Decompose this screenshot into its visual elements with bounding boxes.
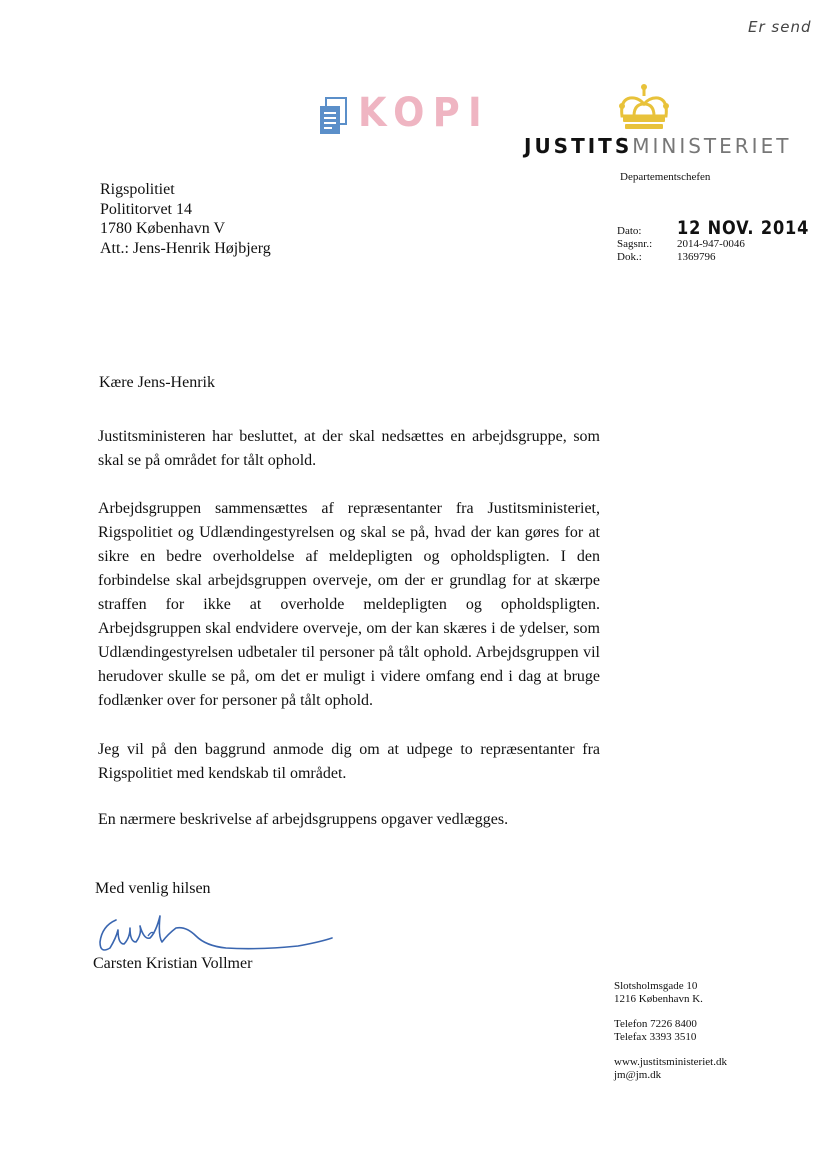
paragraph-2: Arbejdsgruppen sammensættes af repræsentanter fra Justitsministeriet, Rigspolitiet og Udlændingestyrelsen og skal se på, hvad der kan gøres for at sikre en bedre overholdelse af meldepligten og opholdspligten. I den forbindelse skal arbejdsgruppen overveje, om der er grundlag for at skærpe straffen for ikke at overholde meldepligten og opholdspligten. Arbejdsgruppen skal endvidere overveje, om der kan skæres i de ydelser, som Udlændingestyrelsen udbetaler til personer på tålt ophold. Arbejdsgruppen vil herudover skulle se på, om det er muligt i videre omfang end i dag at bruge fodlænker over for personer på tålt ophold. [98, 500, 600, 709]
ministry-name [524, 134, 791, 158]
copy-document-icon [316, 96, 350, 138]
sender-email: jm@jm.dk [614, 1069, 662, 1081]
sender-street: Slotsholmsgade 10 [614, 980, 698, 992]
document-number-label: Dok.: [617, 251, 642, 263]
sender-address [614, 980, 727, 1082]
copy-stamp: KOPI [358, 90, 490, 136]
letter-meta [617, 218, 828, 264]
sender-fax: Telefax 3393 3510 [614, 1031, 697, 1043]
sender-website: www.justitsministeriet.dk [614, 1056, 727, 1068]
crown-icon [616, 82, 672, 132]
case-number-label: Sagsnr.: [617, 238, 653, 250]
date-stamp: 12 NOV. 2014 [677, 217, 810, 239]
recipient-name: Rigspolitiet [100, 181, 175, 198]
department-label: Departementschefen [620, 171, 711, 183]
case-number: 2014-947-0046 [677, 238, 745, 250]
recipient-city: 1780 København V [100, 220, 226, 237]
ministry-name-light: MINISTERIET [632, 134, 792, 158]
closing: Med venlig hilsen [95, 880, 211, 897]
paragraph-1: Justitsministeren har besluttet, at der skal nedsættes en arbejdsgruppe, som skal se på området for tålt ophold. [98, 428, 600, 469]
document-number: 1369796 [677, 251, 716, 263]
paragraph-3: Jeg vil på den baggrund anmode dig om at udpege to repræsentanter fra Rigspolitiet med kendskab til området. [98, 741, 600, 782]
salutation: Kære Jens-Henrik [99, 374, 215, 391]
handwritten-note: Er send [748, 18, 812, 36]
date-label: Dato: [617, 225, 642, 237]
sender-city: 1216 København K. [614, 993, 703, 1005]
recipient-attention: Att.: Jens-Henrik Højbjerg [100, 239, 271, 257]
paragraph-4: En nærmere beskrivelse af arbejdsgruppens opgaver vedlægges. [98, 811, 509, 828]
sender-phone: Telefon 7226 8400 [614, 1018, 697, 1030]
signer-name: Carsten Kristian Vollmer [93, 955, 253, 972]
recipient-street: Polititorvet 14 [100, 200, 192, 218]
ministry-name-bold: JUSTITS [524, 134, 633, 158]
recipient-address [100, 180, 271, 258]
